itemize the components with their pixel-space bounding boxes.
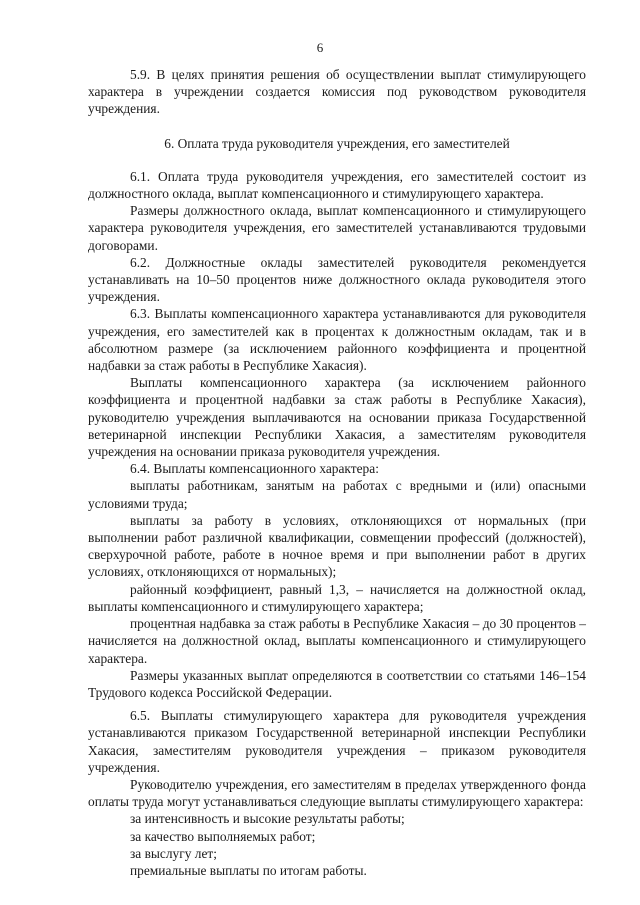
paragraph: 6.5. Выплаты стимулирующего характера для руководителя учреждения устанавливаются приказом Государственной ветеринарной инспекции Республики Хакасия, заместителям руководителя учреждения – приказом руководителя учреждения.: [88, 708, 586, 775]
paragraph: Размеры должностного оклада, выплат компенсационного и стимулирующего характера руководителя учреждения, его заместителей устанавливаются трудовыми договорами.: [88, 203, 586, 253]
paragraph: районный коэффициент, равный 1,3, – начисляется на должностной оклад, выплаты компенсационного и стимулирующего характера;: [88, 581, 586, 614]
paragraph: 6.3. Выплаты компенсационного характера устанавливаются для руководителя учреждения, его заместителей как в процентах к должностным окладам, так и в абсолютном размере (за исключением районного коэффициента и процентной надбавки за стаж работы в Республике Хакасия).: [88, 306, 586, 374]
document-body: [88, 66, 586, 879]
paragraph: выплаты за работу в условиях, отклоняющихся от нормальных (при выполнении работ различной квалификации, совмещении профессий (должностей), сверхурочной работе, работе в ночное время и при выполнении работ в других условиях, отклоняющихся от нормальных);: [88, 512, 586, 580]
paragraph: Выплаты компенсационного характера (за исключением районного коэффициента и процентной надбавки за стаж работы в Республике Хакасия), руководителю учреждения выплачиваются на основании приказа Государственной ветеринарной инспекции Республики Хакасия, а заместителям руководителя учреждения на основании приказа руководителя учреждения.: [88, 375, 586, 460]
paragraph: Размеры указанных выплат определяются в соответствии со статьями 146–154 Трудового кодекса Российской Федерации.: [88, 667, 586, 700]
paragraph: за выслугу лет;: [130, 845, 217, 861]
paragraph: Руководителю учреждения, его заместителям в пределах утвержденного фонда оплаты труда могут устанавливаться следующие выплаты стимулирующего характера:: [88, 776, 586, 810]
paragraph: выплаты работникам, занятым на работах с вредными и (или) опасными условиями труда;: [88, 478, 586, 511]
section-heading: 6. Оплата труда руководителя учреждения, его заместителей: [164, 135, 510, 151]
paragraph: 5.9. В целях принятия решения об осуществлении выплат стимулирующего характера в учреждении создается комиссия под руководством руководителя учреждения.: [88, 67, 586, 117]
paragraph: 6.2. Должностные оклады заместителей руководителя рекомендуется устанавливать на 10–50 процентов ниже должностного оклада руководителя этого учреждения.: [88, 254, 586, 305]
paragraph: 6.4. Выплаты компенсационного характера:: [130, 461, 379, 477]
paragraph: процентная надбавка за стаж работы в Республике Хакасия – до 30 процентов – начисляется на должностной оклад, выплаты компенсационного и стимулирующего характера.: [88, 616, 586, 666]
paragraph: премиальные выплаты по итогам работы.: [130, 862, 367, 878]
page-number: 6: [316, 40, 324, 55]
paragraph: за интенсивность и высокие результаты работы;: [130, 811, 405, 827]
paragraph: 6.1. Оплата труда руководителя учреждения, его заместителей состоит из должностного оклада, выплат компенсационного и стимулирующего характера.: [88, 168, 586, 202]
paragraph: за качество выполняемых работ;: [130, 828, 316, 844]
